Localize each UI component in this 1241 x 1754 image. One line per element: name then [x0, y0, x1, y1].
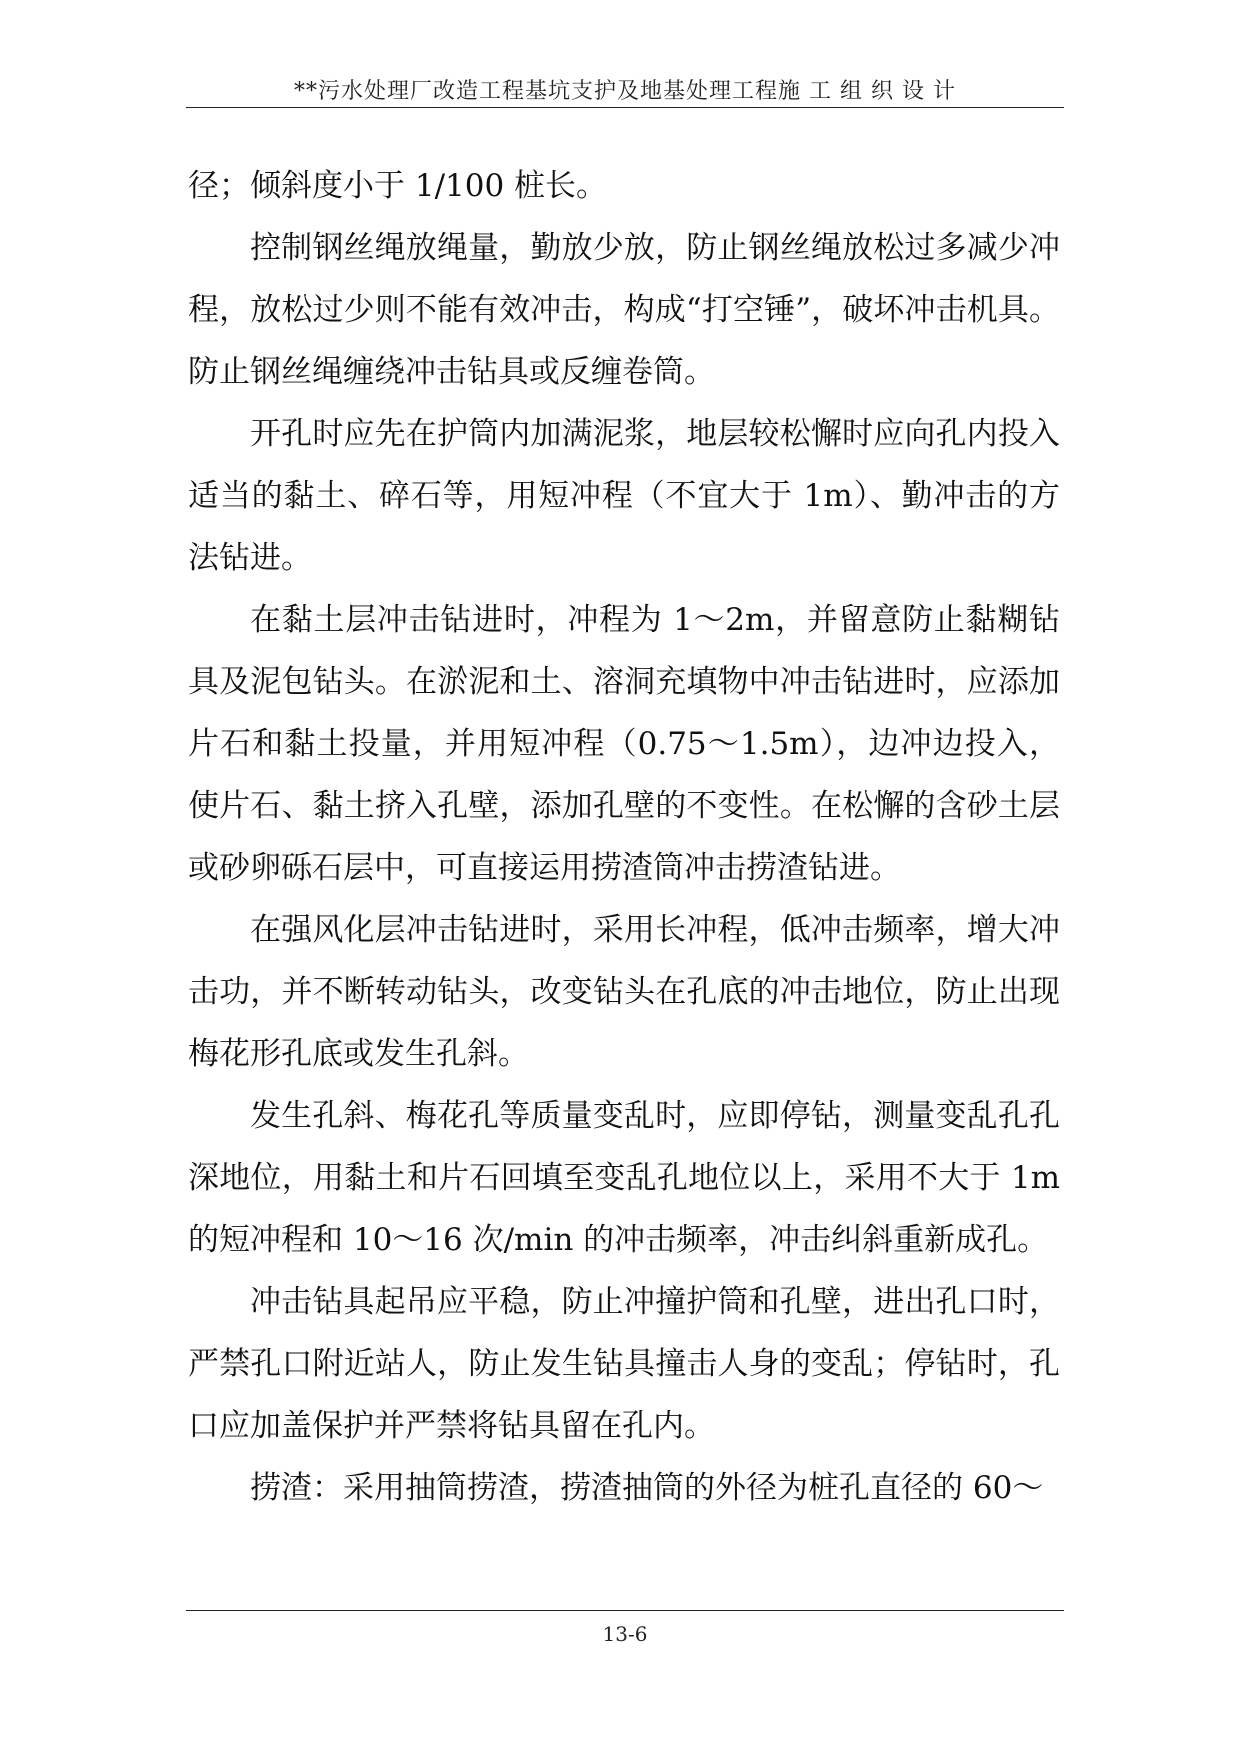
- page-number: 13-6: [602, 1622, 648, 1646]
- paragraph: 捞渣：采用抽筒捞渣，捞渣抽筒的外径为桩孔直径的 60～: [250, 1470, 1044, 1506]
- footer-divider: [186, 1610, 1064, 1611]
- paragraph: 开孔时应先在护筒内加满泥浆，地层较松懈时应向孔内投入适当的黏土、碎石等，用短冲程（不宜大于 1m）、勤冲击的方法钻进。: [188, 416, 1060, 576]
- paragraph: 在黏土层冲击钻进时，冲程为 1～2m，并留意防止黏糊钻具及泥包钻头。在淤泥和土、溶洞充填物中冲击钻进时，应添加片石和黏土投量，并用短冲程（0.75～1.5m），边冲边投入，使片石、黏土挤入孔壁，添加孔壁的不变性。在松懈的含砂土层或砂卵砾石层中，可直接运用捞渣筒冲击捞渣钻进。: [188, 602, 1060, 886]
- paragraph: 控制钢丝绳放绳量，勤放少放，防止钢丝绳放松过多减少冲程，放松过少则不能有效冲击，构成“打空锤”，破坏冲击机具。防止钢丝绳缠绕冲击钻具或反缠卷筒。: [188, 230, 1060, 390]
- paragraph: 发生孔斜、梅花孔等质量变乱时，应即停钻，测量变乱孔孔深地位，用黏土和片石回填至变乱孔地位以上，采用不大于 1m 的短冲程和 10～16 次/min 的冲击频率，冲击纠斜重新成孔。: [188, 1098, 1060, 1258]
- paragraph: 在强风化层冲击钻进时，采用长冲程，低冲击频率，增大冲击功，并不断转动钻头，改变钻头在孔底的冲击地位，防止出现梅花形孔底或发生孔斜。: [188, 912, 1060, 1072]
- page-header-title: **污水处理厂改造工程基坑支护及地基处理工程施 工 组 织 设 计: [294, 79, 956, 104]
- paragraph: 冲击钻具起吊应平稳，防止冲撞护筒和孔壁，进出孔口时，严禁孔口附近站人，防止发生钻具撞击人身的变乱；停钻时，孔口应加盖保护并严禁将钻具留在孔内。: [188, 1284, 1060, 1444]
- paragraph-continuation: 径；倾斜度小于 1/100 桩长。: [188, 168, 608, 204]
- body-text: [188, 155, 1060, 1519]
- header-divider: [186, 107, 1064, 108]
